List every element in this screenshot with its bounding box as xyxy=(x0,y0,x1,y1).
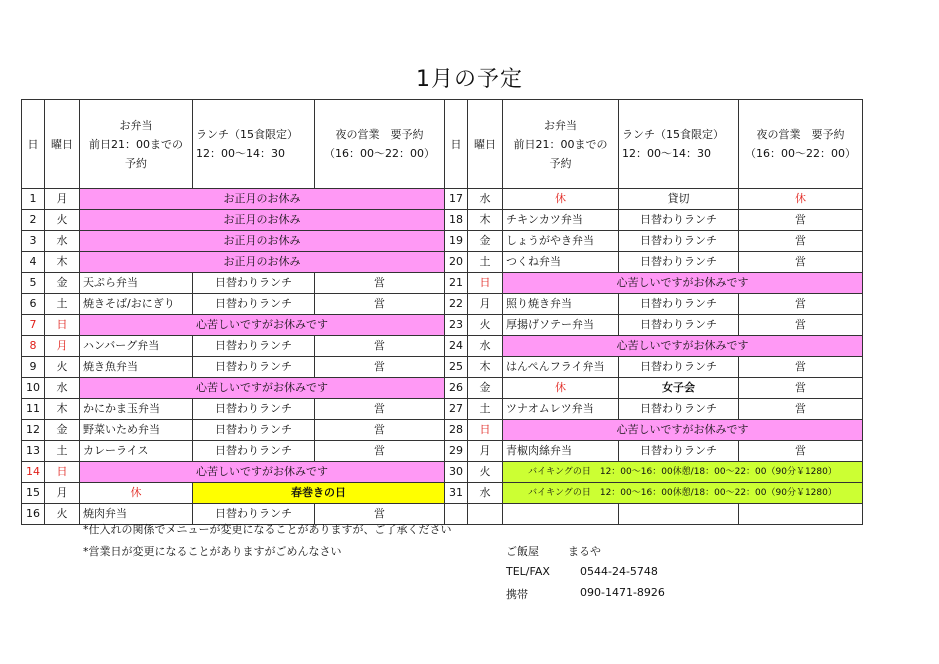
night-cell: 営 xyxy=(739,378,863,399)
lunch-cell: 日替わりランチ xyxy=(193,399,315,420)
day-cell: 12 xyxy=(22,420,45,441)
header-night xyxy=(315,100,445,189)
table-row xyxy=(22,483,445,504)
weekday-cell: 火 xyxy=(468,462,503,483)
header-night-line2: （16：00～22：00） xyxy=(324,147,435,160)
shop-name-label: ご飯屋 xyxy=(506,545,539,558)
bento-cell: 休 xyxy=(80,483,193,504)
header-lunch-line2: 12：00～14：30 xyxy=(622,147,711,160)
night-cell: 営 xyxy=(315,273,445,294)
day-cell: 15 xyxy=(22,483,45,504)
weekday-cell: 土 xyxy=(45,294,80,315)
lunch-cell: 日替わりランチ xyxy=(193,504,315,525)
weekday-cell: 火 xyxy=(468,315,503,336)
bento-cell: 焼きそば/おにぎり xyxy=(80,294,193,315)
day-cell: 29 xyxy=(445,441,468,462)
header-night xyxy=(739,100,863,189)
header-bento xyxy=(503,100,619,189)
day-cell: 31 xyxy=(445,483,468,504)
night-cell: 営 xyxy=(739,441,863,462)
table-row xyxy=(445,420,863,441)
table-row xyxy=(22,336,445,357)
bento-cell: 厚揚げソテー弁当 xyxy=(503,315,619,336)
day-cell: 6 xyxy=(22,294,45,315)
day-cell: 3 xyxy=(22,231,45,252)
header-bento xyxy=(80,100,193,189)
table-row xyxy=(22,252,445,273)
night-cell: 営 xyxy=(739,315,863,336)
header-lunch xyxy=(619,100,739,189)
lunch-cell: 日替わりランチ xyxy=(619,357,739,378)
night-cell: 営 xyxy=(739,357,863,378)
weekday-cell: 日 xyxy=(468,420,503,441)
day-cell: 27 xyxy=(445,399,468,420)
day-cell: 11 xyxy=(22,399,45,420)
day-cell: 1 xyxy=(22,189,45,210)
header-lunch-line1: ランチ（15食限定） xyxy=(196,128,298,141)
bento-cell: ハンバーグ弁当 xyxy=(80,336,193,357)
day-cell: 16 xyxy=(22,504,45,525)
header-bento-line2: 前日21：00までの xyxy=(89,137,183,151)
mobile-number: 090-1471-8926 xyxy=(580,586,665,599)
lunch-cell: 日替わりランチ xyxy=(619,252,739,273)
header-bento-line3: 予約 xyxy=(549,156,572,170)
closed-cell: 心苦しいですがお休みです xyxy=(80,462,445,483)
table-row xyxy=(22,294,445,315)
bento-cell: かにかま玉弁当 xyxy=(80,399,193,420)
harumaki-day-cell: 春巻きの日 xyxy=(193,483,445,504)
header-day: 日 xyxy=(22,100,45,189)
viking-day-cell: バイキングの日 12：00～16：00休憩/18：00～22：00（90分￥1280） xyxy=(503,483,863,504)
day-cell: 25 xyxy=(445,357,468,378)
table-row xyxy=(445,189,863,210)
lunch-cell: 女子会 xyxy=(619,378,739,399)
weekday-cell: 水 xyxy=(468,336,503,357)
header-lunch-line1: ランチ（15食限定） xyxy=(622,128,724,141)
day-cell: 14 xyxy=(22,462,45,483)
weekday-cell: 月 xyxy=(45,336,80,357)
day-cell: 17 xyxy=(445,189,468,210)
table-row xyxy=(22,399,445,420)
schedule-table-right xyxy=(444,99,863,525)
note-schedule-change: *営業日が変更になることがありますがごめんなさい xyxy=(83,545,342,558)
lunch-cell: 日替わりランチ xyxy=(619,399,739,420)
closed-cell: お正月のお休み xyxy=(80,210,445,231)
weekday-cell: 日 xyxy=(45,462,80,483)
table-header xyxy=(445,100,863,189)
night-cell: 休 xyxy=(739,189,863,210)
weekday-cell: 金 xyxy=(468,231,503,252)
weekday-cell: 木 xyxy=(45,252,80,273)
day-cell: 5 xyxy=(22,273,45,294)
day-cell: 19 xyxy=(445,231,468,252)
table-row xyxy=(445,231,863,252)
table-row xyxy=(445,315,863,336)
table-row xyxy=(445,462,863,483)
header-bento-line1: お弁当 xyxy=(544,118,577,132)
bento-cell: カレーライス xyxy=(80,441,193,462)
weekday-cell: 月 xyxy=(45,483,80,504)
table-row xyxy=(22,189,445,210)
night-cell: 営 xyxy=(315,399,445,420)
table-row xyxy=(22,462,445,483)
day-cell: 13 xyxy=(22,441,45,462)
viking-day-cell: バイキングの日 12：00～16：00休憩/18：00～22：00（90分￥1280） xyxy=(503,462,863,483)
weekday-cell: 水 xyxy=(468,189,503,210)
table-row xyxy=(445,483,863,504)
weekday-cell: 木 xyxy=(45,399,80,420)
schedule-table-left xyxy=(21,99,445,525)
bento-cell: 照り焼き弁当 xyxy=(503,294,619,315)
table-row xyxy=(22,231,445,252)
weekday-cell: 金 xyxy=(45,420,80,441)
table-row xyxy=(22,210,445,231)
night-cell: 営 xyxy=(315,336,445,357)
day-cell: 4 xyxy=(22,252,45,273)
weekday-cell: 土 xyxy=(468,399,503,420)
lunch-cell: 貸切 xyxy=(619,189,739,210)
day-cell: 10 xyxy=(22,378,45,399)
weekday-cell: 木 xyxy=(468,357,503,378)
weekday-cell: 月 xyxy=(468,294,503,315)
lunch-cell: 日替わりランチ xyxy=(193,273,315,294)
weekday-cell: 日 xyxy=(45,315,80,336)
day-cell: 2 xyxy=(22,210,45,231)
day-cell: 21 xyxy=(445,273,468,294)
header-lunch xyxy=(193,100,315,189)
mobile-label: 携帯 xyxy=(506,588,528,601)
night-cell: 営 xyxy=(315,357,445,378)
table-row xyxy=(445,294,863,315)
table-row xyxy=(22,378,445,399)
closed-cell: 心苦しいですがお休みです xyxy=(503,420,863,441)
table-row xyxy=(445,273,863,294)
empty-cell xyxy=(503,504,619,525)
night-cell: 営 xyxy=(739,210,863,231)
lunch-cell: 日替わりランチ xyxy=(193,441,315,462)
closed-cell: お正月のお休み xyxy=(80,189,445,210)
header-night-line2: （16：00～22：00） xyxy=(745,147,856,160)
closed-cell: お正月のお休み xyxy=(80,231,445,252)
weekday-cell: 木 xyxy=(468,210,503,231)
bento-cell: ツナオムレツ弁当 xyxy=(503,399,619,420)
tel-label: TEL/FAX xyxy=(506,565,550,578)
header-lunch-line2: 12：00～14：30 xyxy=(196,147,285,160)
bento-cell: はんぺんフライ弁当 xyxy=(503,357,619,378)
bento-cell: 焼肉弁当 xyxy=(80,504,193,525)
night-cell: 営 xyxy=(315,294,445,315)
closed-cell: 心苦しいですがお休みです xyxy=(80,378,445,399)
weekday-cell: 月 xyxy=(468,441,503,462)
lunch-cell: 日替わりランチ xyxy=(619,294,739,315)
header-day: 日 xyxy=(445,100,468,189)
empty-cell xyxy=(739,504,863,525)
day-cell: 18 xyxy=(445,210,468,231)
empty-cell xyxy=(468,504,503,525)
header-bento-line2: 前日21：00までの xyxy=(513,137,608,151)
closed-cell: 心苦しいですがお休みです xyxy=(80,315,445,336)
lunch-cell: 日替わりランチ xyxy=(619,231,739,252)
table-row xyxy=(445,357,863,378)
header-weekday: 曜日 xyxy=(45,100,80,189)
night-cell: 営 xyxy=(739,231,863,252)
table-row xyxy=(445,399,863,420)
empty-cell xyxy=(619,504,739,525)
table-header xyxy=(22,100,445,189)
bento-cell: 野菜いため弁当 xyxy=(80,420,193,441)
table-row xyxy=(445,441,863,462)
day-cell: 22 xyxy=(445,294,468,315)
night-cell: 営 xyxy=(315,420,445,441)
table-row xyxy=(22,315,445,336)
bento-cell: つくね弁当 xyxy=(503,252,619,273)
page-title: 1月の予定 xyxy=(416,67,523,92)
header-bento-line1: お弁当 xyxy=(119,118,153,132)
closed-cell: お正月のお休み xyxy=(80,252,445,273)
bento-cell: 休 xyxy=(503,189,619,210)
shop-name: まるや xyxy=(568,545,601,558)
weekday-cell: 日 xyxy=(468,273,503,294)
lunch-cell: 日替わりランチ xyxy=(193,294,315,315)
day-cell: 20 xyxy=(445,252,468,273)
night-cell: 営 xyxy=(739,399,863,420)
day-cell: 28 xyxy=(445,420,468,441)
header-night-line1: 夜の営業 要予約 xyxy=(756,128,845,141)
weekday-cell: 金 xyxy=(468,378,503,399)
table-row xyxy=(445,210,863,231)
bento-cell: しょうがやき弁当 xyxy=(503,231,619,252)
weekday-cell: 土 xyxy=(45,441,80,462)
day-cell: 8 xyxy=(22,336,45,357)
weekday-cell: 土 xyxy=(468,252,503,273)
closed-cell: 心苦しいですがお休みです xyxy=(503,273,863,294)
weekday-cell: 火 xyxy=(45,210,80,231)
table-row-empty xyxy=(445,504,863,525)
table-row xyxy=(22,273,445,294)
bento-cell: 天ぷら弁当 xyxy=(80,273,193,294)
night-cell: 営 xyxy=(315,441,445,462)
lunch-cell: 日替わりランチ xyxy=(193,357,315,378)
table-row xyxy=(445,336,863,357)
day-cell: 24 xyxy=(445,336,468,357)
bento-cell: チキンカツ弁当 xyxy=(503,210,619,231)
note-menu-change: *仕入れの関係でメニューが変更になることがありますが、ご了承ください xyxy=(83,523,452,536)
weekday-cell: 水 xyxy=(468,483,503,504)
table-row xyxy=(445,378,863,399)
day-cell: 9 xyxy=(22,357,45,378)
header-bento-line3: 予約 xyxy=(125,156,147,170)
lunch-cell: 日替わりランチ xyxy=(619,315,739,336)
weekday-cell: 水 xyxy=(45,231,80,252)
night-cell: 営 xyxy=(739,252,863,273)
lunch-cell: 日替わりランチ xyxy=(619,441,739,462)
weekday-cell: 火 xyxy=(45,357,80,378)
bento-cell: 焼き魚弁当 xyxy=(80,357,193,378)
table-row xyxy=(22,357,445,378)
table-row xyxy=(445,252,863,273)
weekday-cell: 月 xyxy=(45,189,80,210)
tel-number: 0544-24-5748 xyxy=(580,565,658,578)
table-row xyxy=(22,441,445,462)
night-cell: 営 xyxy=(315,504,445,525)
night-cell: 営 xyxy=(739,294,863,315)
header-night-line1: 夜の営業 要予約 xyxy=(335,128,424,141)
header-weekday: 曜日 xyxy=(468,100,503,189)
table-row xyxy=(22,420,445,441)
lunch-cell: 日替わりランチ xyxy=(193,420,315,441)
day-cell: 26 xyxy=(445,378,468,399)
weekday-cell: 水 xyxy=(45,378,80,399)
day-cell: 30 xyxy=(445,462,468,483)
closed-cell: 心苦しいですがお休みです xyxy=(503,336,863,357)
weekday-cell: 金 xyxy=(45,273,80,294)
weekday-cell: 火 xyxy=(45,504,80,525)
day-cell: 23 xyxy=(445,315,468,336)
day-cell: 7 xyxy=(22,315,45,336)
lunch-cell: 日替わりランチ xyxy=(193,336,315,357)
lunch-cell: 日替わりランチ xyxy=(619,210,739,231)
bento-cell: 休 xyxy=(503,378,619,399)
bento-cell: 青椒肉絲弁当 xyxy=(503,441,619,462)
